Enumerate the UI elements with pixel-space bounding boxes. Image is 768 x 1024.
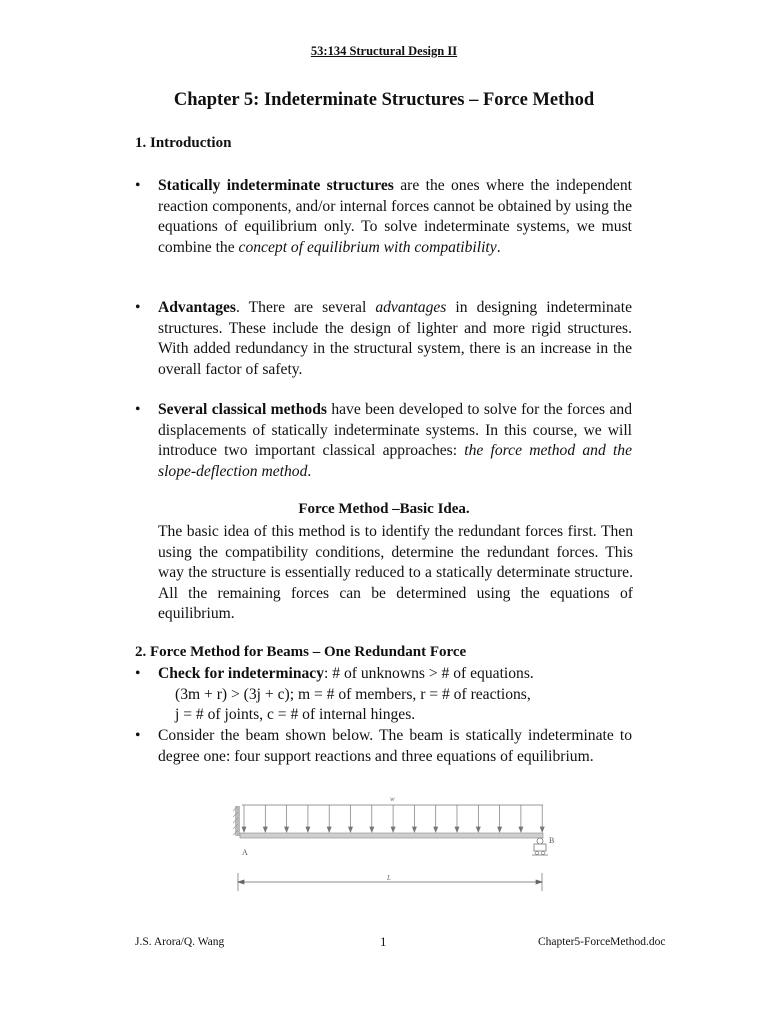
load-arrow-head bbox=[349, 827, 353, 832]
document-page: 53:134 Structural Design II Chapter 5: Indeterminate Structures – Force Method 1. Introduction • Statically indeterminate structures are the ones where the independent reaction components, and/or internal forces cannot be obtained by using the equations of equilibrium only. To solve indeterminate systems, we must combine the concept of equilibrium with compatibility. • Advantages. There are several advantages in designing indeterminate structures. These include the design of lighter and more rigid structures. With added redundancy in the structural system, there is an increase in the overall factor of safety. • Several classical methods have been developed to solve for the forces and displacements of statically indeterminate systems. In this course, we will introduce two important classical approaches: the force method and the slope-deflection method. Force Method –Basic Idea. The basic idea of this method is to identify the redundant forces first. Then using the compatibility conditions, determine the redundant forces. This way the structure is essentially reduced to a statically determinate structure. All the remaining forces can be determined using the equations of equilibrium. 2. Force Method for Beams – One Redundant Force • Check for indeterminacy: # of unknowns > # of equations. (3m + r) > (3j + c); m = # of members, r = # of reactions, j = # of joints, c = # of internal hinges. • Consider the beam shown below. The beam is statically indeterminate to degree one: four support reactions and three equations of equilibrium. w A B L J.S. Arora/Q. Wang 1 Chapter5-ForceMethod.doc bbox=[0, 0, 768, 1024]
distributed-load-arrows bbox=[242, 805, 544, 832]
indeterminacy-formula-line2: j = # of joints, c = # of internal hinges. bbox=[175, 706, 416, 723]
force-method-paragraph: The basic idea of this method is to identify the redundant forces first. Then using the compatibility conditions, determine the redundant forces. This way the structure is essentially reduced to a statically determinate structure. All the remaining forces can be determined using the equations of equilibrium. bbox=[158, 523, 633, 622]
load-arrow-head bbox=[519, 827, 523, 832]
chapter-title: Chapter 5: Indeterminate Structures – Force Method bbox=[173, 90, 595, 110]
load-arrow-head bbox=[434, 827, 438, 832]
footer-page-number: 1 bbox=[380, 934, 387, 949]
section-heading-force-method-beams: 2. Force Method for Beams – One Redundant Force bbox=[135, 644, 467, 660]
bullet-marker: • bbox=[135, 665, 141, 682]
label-b: B bbox=[549, 836, 555, 845]
load-arrow-head bbox=[327, 827, 331, 832]
load-arrow-head bbox=[498, 827, 502, 832]
fixed-support-wall bbox=[235, 806, 240, 836]
course-header: 53:134 Structural Design II bbox=[310, 44, 458, 58]
indeterminacy-formula-line1: (3m + r) > (3j + c); m = # of members, r = # of reactions, bbox=[175, 686, 531, 703]
label-a: A bbox=[242, 848, 248, 857]
length-label: L bbox=[387, 874, 391, 882]
load-arrow-head bbox=[391, 827, 395, 832]
beam bbox=[240, 833, 543, 838]
load-arrow-head bbox=[476, 827, 480, 832]
load-label: w bbox=[390, 795, 395, 803]
load-arrow-head bbox=[540, 827, 544, 832]
bullet-marker: • bbox=[135, 727, 141, 744]
load-arrow-head bbox=[285, 827, 289, 832]
load-arrow-head bbox=[242, 827, 246, 832]
roller-support-b bbox=[532, 838, 548, 855]
force-method-heading: Force Method –Basic Idea. bbox=[298, 501, 470, 517]
load-arrow-head bbox=[263, 827, 267, 832]
bullet-marker: • bbox=[135, 177, 141, 194]
footer-authors: J.S. Arora/Q. Wang bbox=[135, 936, 225, 948]
load-arrow-head bbox=[455, 827, 459, 832]
load-arrow-head bbox=[412, 827, 416, 832]
section-heading-introduction: 1. Introduction bbox=[135, 135, 232, 151]
bullet-marker: • bbox=[135, 401, 141, 418]
footer-filename: Chapter5-ForceMethod.doc bbox=[538, 936, 666, 948]
beam-diagram bbox=[230, 793, 560, 903]
bullet-marker: • bbox=[135, 299, 141, 316]
load-arrow-head bbox=[370, 827, 374, 832]
load-arrow-head bbox=[306, 827, 310, 832]
